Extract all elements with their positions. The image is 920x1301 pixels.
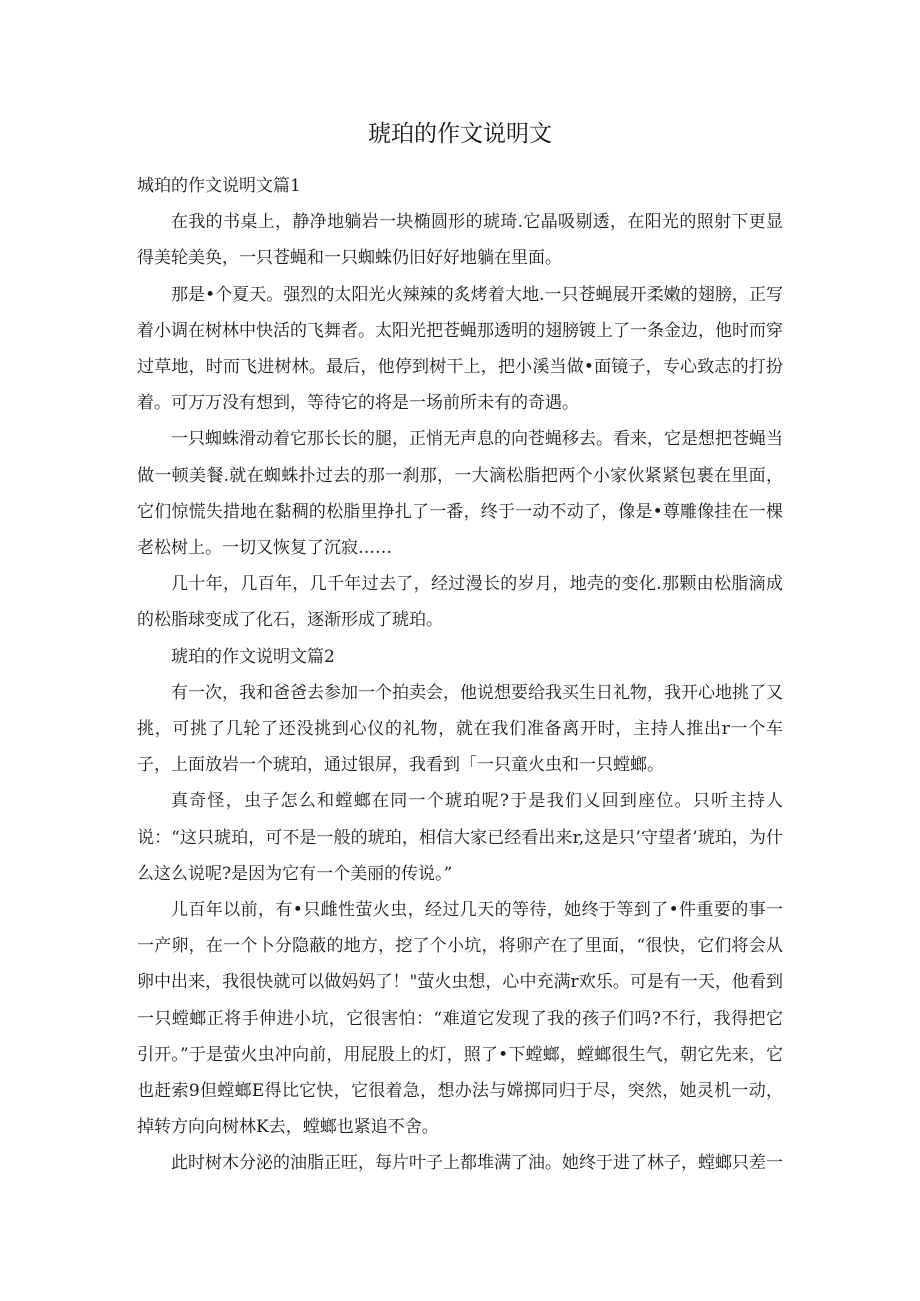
section-1-heading: 城珀的作文说明文篇1	[137, 176, 301, 196]
section-1-paragraph-4: 几十年，几百年，几千年过去了，经过漫长的岁月，地壳的变化.那颗由松脂滴成的松脂球变成了化石，逐渐形成了琥珀。	[137, 574, 783, 631]
section-2-paragraph-4: 此时树木分泌的油脂正旺，每片叶子上都堆满了油。她终于进了林子，螳螂只差一	[171, 1153, 783, 1174]
section-1-paragraph-3: 一只蜘蛛滑动着它那长长的腿，正悄无声息的向苍蝇移去。看来，它是想把苍蝇当做一顿美餐.就在蜘蛛扑过去的那一刹那，一大滴松脂把两个小家伙紧紧包裹在里面，它们惊慌失措地在黏稠的松脂里挣扎了一番，终于一动不动了，像是•尊雕像挂在一棵老松树上。一切又恢复了沉寂……	[137, 429, 783, 559]
section-2-heading: 琥珀的作文说明文篇2	[171, 646, 335, 667]
section-2-paragraph-1: 有一次，我和爸爸去参加一个拍卖会，他说想要给我买生日礼物，我开心地挑了又挑，可挑了几轮了还没挑到心仪的礼物，就在我们准备离开时，主持人推出r一个车子，上面放岩一个琥珀，通过银屏，我看到「一只童火虫和一只螳螂。	[137, 682, 783, 776]
section-1-paragraph-1: 在我的书桌上，静净地躺岩一块椭圆形的琥琦.它晶吸剔透，在阳光的照射下更显得美轮美奂，一只苍蝇和一只蜘蛛仍旧好好地躺在里面。	[137, 212, 783, 269]
section-2-paragraph-3: 儿百年以前，有•只雌性萤火虫，经过几天的等待，她终于等到了•件重要的事一一产卵，在一个卜分隐蔽的地方，挖了个小坑，将卵产在了里面，“很快，它们将会从卵中出来，我很快就可以做妈妈了！"萤火虫想，心中充满r欢乐。可是有一天，他看到一只螳螂正将手伸进小坑，它很害怕：“难道它发现了我的孩子们吗?不行，我得把它引开。”于是萤火虫冲向前，用屁股上的灯，照了•下螳螂，螳螂很生气，朝它先来，它也赶索9但螳螂E得比它快，它很着急，想办法与嫦掷同归于尽，突然，她灵机一动，掉转方向向树林K去，螳螂也紧追不舍。	[137, 900, 783, 1138]
page-title: 琥珀的作文说明文	[368, 121, 552, 147]
section-2-paragraph-2: 真奇怪，虫子怎么和螳螂在同一个琥珀呢?于是我们乂回到座位。只听主持人说：“这只琥珀，可不是一般的琥珀，相信大家已经看出来r,这是只’守望者’琥珀，为什么这么说呢?是因为它有一个美丽的传说。”	[137, 791, 783, 884]
section-1-paragraph-2: 那是•个夏天。强烈的太阳光火辣辣的炙烤着大地.一只苍蝇展开柔嫩的翅膀，正写着小调在树林中快活的飞舞者。太阳光把苍蝇那透明的翅膀镀上了一条金边，他时而穿过草地，时而飞进树林。最后，他停到树干上，把小溪当做•面镜子，专心致志的打扮着。可万万没有想到，等待它的将是一场前所未有的奇遇。	[137, 284, 783, 414]
document-body	[137, 168, 783, 1182]
